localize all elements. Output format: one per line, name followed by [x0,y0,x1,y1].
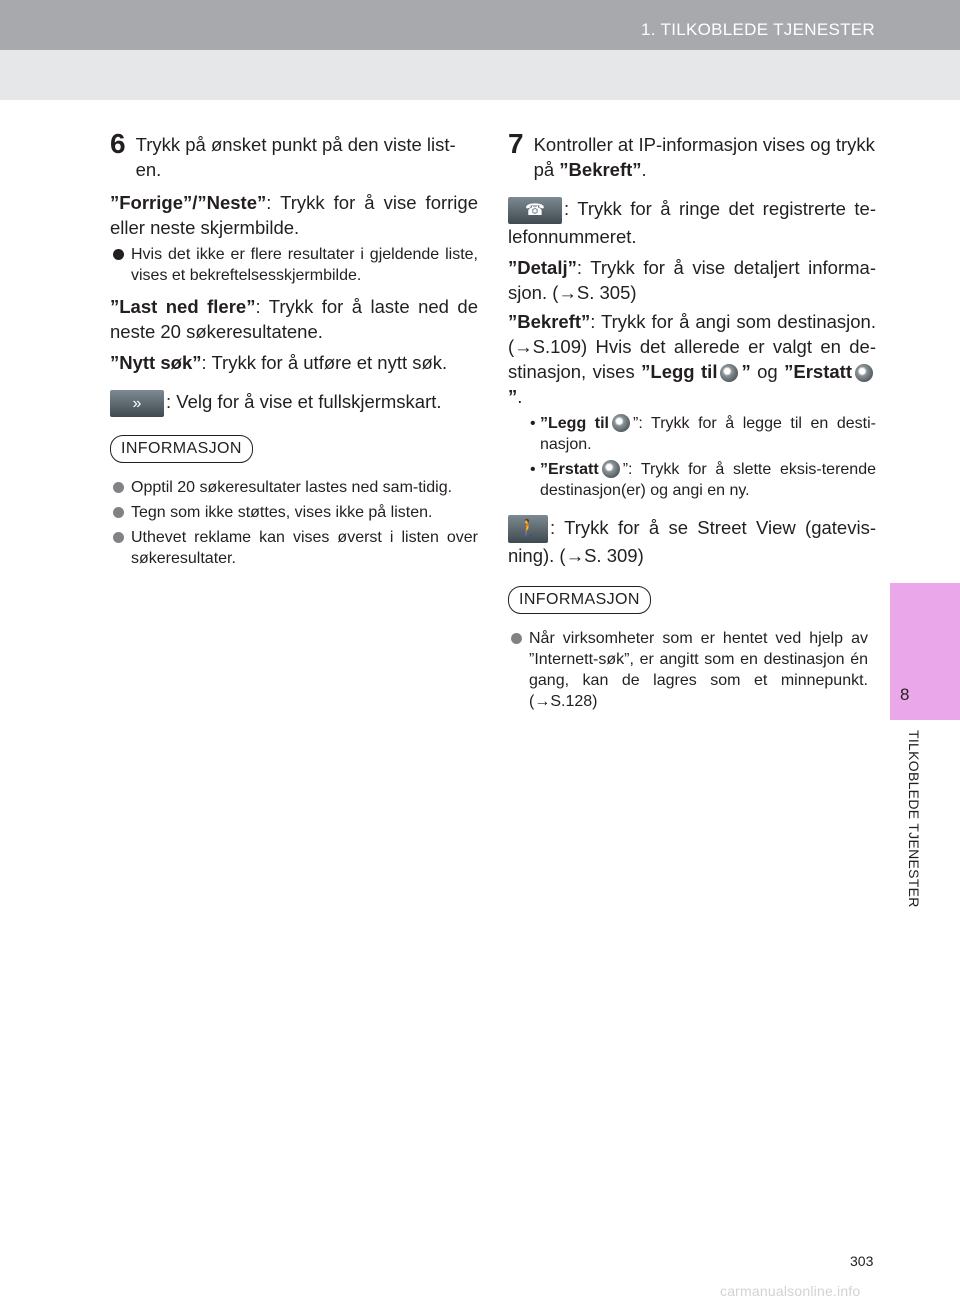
map-paragraph [110,389,478,417]
sub-add-text: ”: Trykk for å legge til en desti-nasjon. [540,414,876,453]
sub-bullet: • [530,460,536,478]
step-number: 7 [508,128,524,159]
bullet-icon [113,507,124,518]
info-item [110,502,478,523]
close-quote: ” [741,360,751,382]
replace-label: ”Erstatt [784,360,852,382]
sub-item-text [540,459,876,501]
phone-paragraph [508,196,876,249]
newsearch-label: ”Nytt søk” [110,352,202,373]
add-label: ”Legg til [641,360,718,382]
step-text-end: . [641,159,647,180]
fullscreen-map-icon: » [110,390,164,417]
info-item [110,477,478,498]
step-bold: ”Bekreft” [559,159,642,180]
step-text: Trykk på ønsket punkt på den viste list-en. [135,134,456,180]
chapter-number: 8 [900,685,910,704]
step-number: 6 [110,128,126,159]
info-section [508,586,876,614]
sub-item-text [540,413,876,455]
confirm-text: : Trykk for å angi som destinasjon. (→S.109) Hvis det allerede er valgt en de-stinasjon, vises [508,310,876,382]
info-item-text: Når virksomheter som er hentet ved hjelp av ”Internett-søk”, er angitt som en destinasjon én gang, kan de lagres som et minnepunkt. (→S.128) [529,629,868,710]
sub-item-add [508,413,876,455]
confirm-label: ”Bekreft” [508,310,591,332]
destination-icon [602,460,620,478]
section-title: 1. TILKOBLEDE TJENESTER [641,20,875,39]
info-label: INFORMASJON [508,586,651,614]
detail-text: : Trykk for å vise detaljert informa-sjon. (→S. 305) [508,256,876,303]
chapter-label: TILKOBLEDE TJENESTER [906,730,922,908]
bullet-icon [113,249,124,260]
watermark: carmanualsonline.info [720,1283,861,1299]
phone-text: : Trykk for å ringe det registrerte te-lefonnummeret. [508,198,876,247]
og-text: og [750,360,785,382]
step-text [534,132,876,182]
left-column [110,128,478,569]
sub-replace-text: ”: Trykk for å slette eksis-terende destinasjon(er) og angi en ny. [540,460,876,499]
info-label: INFORMASJON [110,435,253,463]
bullet-text: Hvis det ikke er flere resultater i gjeldende liste, vises et bekreftelsesskjermbilde. [131,246,478,284]
confirm-paragraph [508,309,876,409]
bullet-icon [511,633,522,644]
page-number: 303 [850,1253,874,1269]
step-text-part: Kontroller at IP-informasjon vises og trykk på [533,134,875,180]
sub-add-label: ”Legg til [540,414,609,432]
destination-icon [720,364,738,382]
header-subbar [0,50,960,100]
info-item-text: Tegn som ikke støttes, vises ikke på listen. [131,503,433,521]
download-text: : Trykk for å laste ned de neste 20 søkeresultatene. [110,296,478,342]
street-text: : Trykk for å se Street View (gatevis-ning). (→S. 309) [508,516,876,566]
download-label: ”Last ned flere” [110,296,256,317]
info-item [110,527,478,569]
newsearch-text: : Trykk for å utføre et nytt søk. [201,352,448,373]
right-column [508,128,876,712]
prevnext-text: : Trykk for å vise forrige eller neste skjermbilde. [110,192,478,238]
detail-paragraph [508,255,876,305]
sub-item-replace [508,459,876,501]
map-text: : Velg for å vise et fullskjermskart. [166,391,442,412]
bullet-icon [113,532,124,543]
destination-icon [855,364,873,382]
download-paragraph [110,294,478,344]
bullet-item [110,244,478,286]
destination-icon [612,414,630,432]
sub-bullet: • [530,414,536,432]
detail-label: ”Detalj” [508,256,577,278]
bullet-icon [113,482,124,493]
newsearch-paragraph [110,350,478,375]
info-item [508,628,876,712]
close-quote: ” [508,385,518,407]
info-item-text: Opptil 20 søkeresultater lastes ned sam-tidig. [131,478,453,496]
sub-replace-label: ”Erstatt [540,460,599,478]
street-paragraph [508,515,876,568]
step-7 [508,128,876,182]
info-item-text: Uthevet reklame kan vises øverst i listen over søkeresultater. [131,528,478,567]
prevnext-label: ”Forrige”/”Neste” [110,192,267,213]
info-section [110,435,478,463]
prevnext-paragraph [110,190,478,240]
street-view-icon: 🚶 [508,515,548,543]
phone-icon: ☎ [508,197,562,224]
period: . [517,385,523,407]
step-6 [110,128,478,182]
